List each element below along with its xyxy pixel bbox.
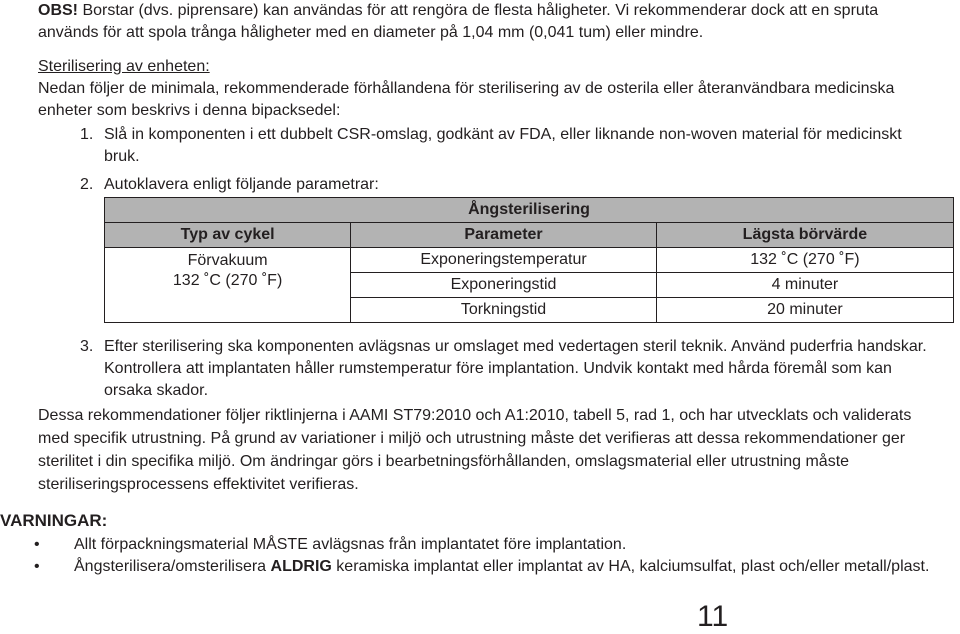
list-number: 2. <box>80 176 94 193</box>
obs-text: Borstar (dvs. piprensare) kan användas för att rengöra de flesta håligheter. Vi rekommenderar dock att en spruta används för att spola trånga håligheter med en diameter på 1,04 mm (0,041 tum) eller mindre. <box>38 2 879 41</box>
sterilization-heading: Sterilisering av enheten: <box>38 58 210 75</box>
table-title: Ångsterilisering <box>105 198 954 223</box>
cycle-type-name: Förvakuum <box>187 252 268 269</box>
warning-emphasis: ALDRIG <box>270 558 332 575</box>
warning-text: Allt förpackningsmaterial MÅSTE avlägsnas från implantatet före implantation. <box>74 536 627 553</box>
obs-note <box>38 0 938 44</box>
page-number: 11 <box>697 600 729 633</box>
cycle-type-cell <box>105 248 351 323</box>
list-text: Efter sterilisering ska komponenten avlägsnas ur omslaget med vedertagen steril teknik. Använd puderfria handskar. Kontrollera att implantaten håller rumstemperatur före implantation. Undvik kontakt med hårda föremål som kan orsaka skador. <box>104 338 927 399</box>
list-item <box>80 174 940 196</box>
cycle-type-temperature: 132 ˚C (270 ˚F) <box>172 272 283 289</box>
recommendations-paragraph: Dessa rekommendationer följer riktlinjerna i AAMI ST79:2010 och A1:2010, tabell 5, rad 1, och har utvecklats och validerats med specifik utrustning. På grund av variationer i miljö och utrustning måste det verifieras att dessa rekommendationer ger sterilitet i din specifika miljö. Om ändringar görs i bearbetningsförhållanden, omslagsmaterial eller utrustning måste steriliseringsprocessens effektivitet verifieras. <box>38 407 912 493</box>
bullet-icon: • <box>34 536 40 553</box>
column-header-value: Lägsta börvärde <box>656 223 953 248</box>
obs-label: OBS! <box>38 2 78 19</box>
table-row <box>105 248 954 273</box>
value-cell: 4 minuter <box>656 273 953 298</box>
column-header-cycle: Typ av cykel <box>105 223 351 248</box>
list-text: Slå in komponenten i ett dubbelt CSR-omslag, godkänt av FDA, eller liknande non-woven material för medicinskt bruk. <box>104 126 902 165</box>
table-title-row <box>105 198 954 223</box>
bullet-icon: • <box>34 558 40 575</box>
parameter-cell: Exponeringstemperatur <box>351 248 657 273</box>
warning-text-start: Ångsterilisera/omsterilisera <box>74 558 271 575</box>
list-item <box>80 336 940 402</box>
value-cell: 20 minuter <box>656 298 953 323</box>
warnings-heading: VARNINGAR: <box>0 511 108 530</box>
list-number: 1. <box>80 126 94 143</box>
warning-text-end: keramiska implantat eller implantat av HA, kalciumsulfat, plast och/eller metall/plast. <box>331 558 930 575</box>
column-header-parameter: Parameter <box>351 223 657 248</box>
warning-item <box>30 556 930 578</box>
value-cell: 132 ˚C (270 ˚F) <box>656 248 953 273</box>
list-item <box>80 124 940 168</box>
list-text: Autoklavera enligt följande parametrar: <box>104 176 379 193</box>
sterilization-intro: Nedan följer de minimala, rekommenderade förhållandena för sterilisering av de osterila eller återanvändbara medicinska enheter som beskrivs i denna bipacksedel: <box>38 80 895 119</box>
parameter-cell: Exponeringstid <box>351 273 657 298</box>
parameter-cell: Torkningstid <box>351 298 657 323</box>
steam-sterilization-table <box>104 197 954 323</box>
warnings-list <box>30 534 930 578</box>
table-header-row <box>105 223 954 248</box>
list-number: 3. <box>80 338 94 355</box>
warning-item <box>30 534 930 556</box>
